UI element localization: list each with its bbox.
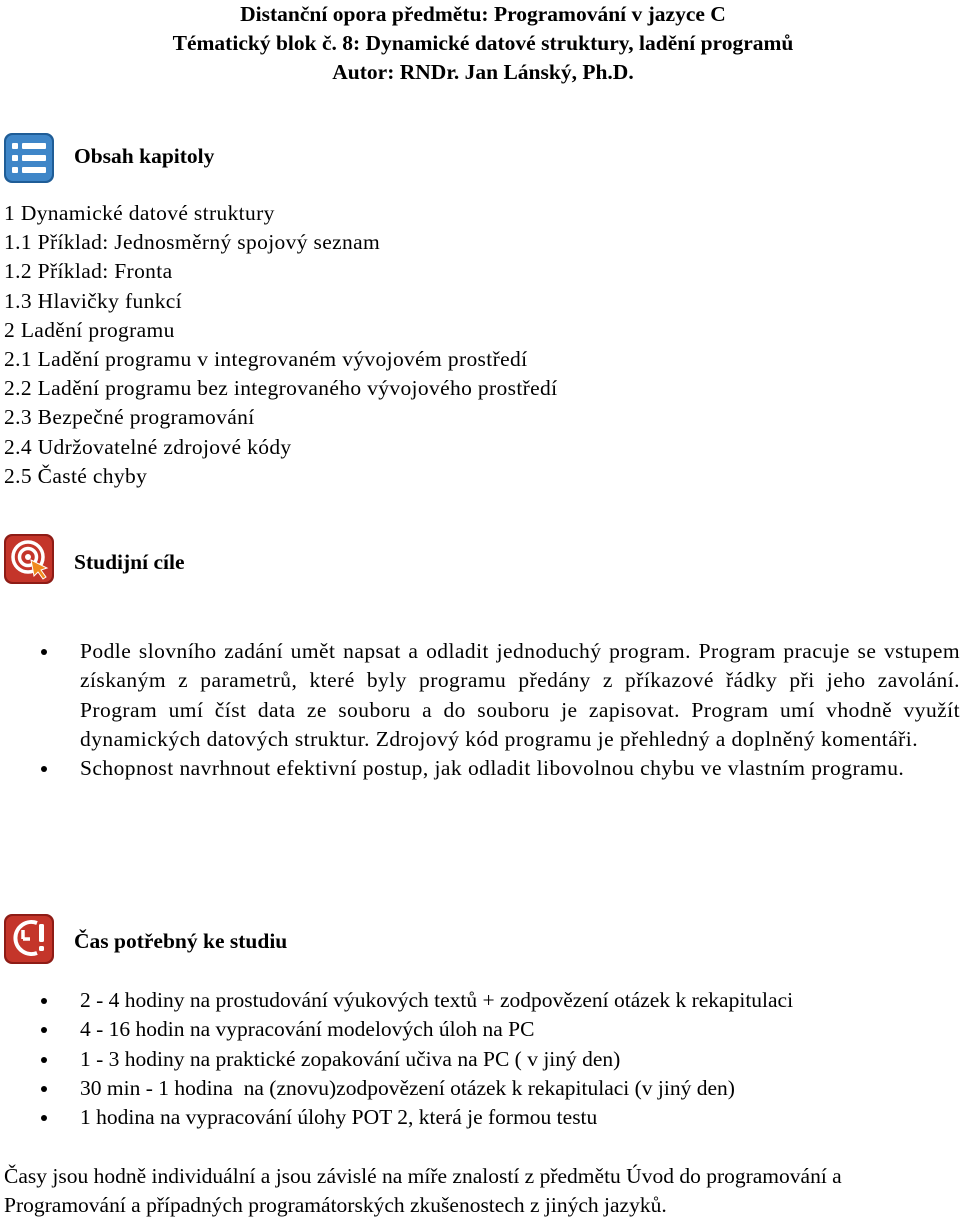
list-icon <box>3 132 55 184</box>
time-note: Časy jsou hodně individuální a jsou závislé na míře znalostí z předmětu Úvod do programování a Programování a případných programátorských zkušenostech z jiných jazyků. <box>4 1164 842 1218</box>
target-icon <box>3 533 55 585</box>
document-header <box>0 0 960 87</box>
table-of-contents <box>4 199 557 491</box>
clock-alert-icon <box>3 913 55 965</box>
toc-item: 2.2 Ladění programu bez integrovaného vývojového prostředí <box>4 376 558 401</box>
toc-item: 1 Dynamické datové struktury <box>4 201 275 225</box>
contents-heading <box>0 131 400 185</box>
time-item: 1 hodina na vypracování úlohy POT 2, která je formou testu <box>80 1103 960 1132</box>
contents-title: Obsah kapitoly <box>74 144 215 168</box>
header-block-line: Tématický blok č. 8: Dynamické datové struktury, ladění programů <box>172 31 794 55</box>
header-author-line: Autor: RNDr. Jan Lánský, Ph.D. <box>332 60 634 84</box>
goal-item: Schopnost navrhnout efektivní postup, jak odladit libovolnou chybu ve vlastním programu. <box>80 754 960 783</box>
goals-heading <box>0 532 400 586</box>
toc-item: 2 Ladění programu <box>4 317 175 342</box>
time-item: 30 min - 1 hodina na (znovu)zodpovězení otázek k rekapitulaci (v jiný den) <box>80 1074 960 1103</box>
time-item: 4 - 16 hodin na vypracování modelových úloh na PC <box>80 1015 960 1044</box>
toc-item: 1.2 Příklad: Fronta <box>4 259 173 284</box>
time-item: 1 - 3 hodiny na praktické zopakování učiva na PC ( v jiný den) <box>80 1045 960 1074</box>
toc-item: 2.4 Udržovatelné zdrojové kódy <box>4 434 292 459</box>
goal-item: Podle slovního zadání umět napsat a odladit jednoduchý program. Program pracuje se vstupem získaným z parametrů, které byly programu předány z příkazové řádky při jeho zavolání. Program umí číst data ze souboru a do souboru je zapisovat. Program umí vhodně využít dynamických datových struktur. Zdrojový kód programu je přehledný a doplněný komentáři. <box>80 637 960 754</box>
goals-title: Studijní cíle <box>74 550 185 574</box>
toc-item: 2.1 Ladění programu v integrovaném vývojovém prostředí <box>4 347 528 372</box>
time-item: 2 - 4 hodiny na prostudování výukových textů + zodpovězení otázek k rekapitulaci <box>80 986 960 1015</box>
time-title: Čas potřebný ke studiu <box>74 929 288 953</box>
toc-item: 1.1 Příklad: Jednosměrný spojový seznam <box>4 230 381 255</box>
header-course-line: Distanční opora předmětu: Programování v jazyce C <box>240 2 726 26</box>
time-list <box>80 986 960 1132</box>
toc-item: 2.5 Časté chyby <box>4 463 148 488</box>
goals-list <box>80 637 960 783</box>
toc-item: 1.3 Hlavičky funkcí <box>4 288 183 313</box>
time-heading <box>0 912 400 966</box>
toc-item: 2.3 Bezpečné programování <box>4 405 255 430</box>
